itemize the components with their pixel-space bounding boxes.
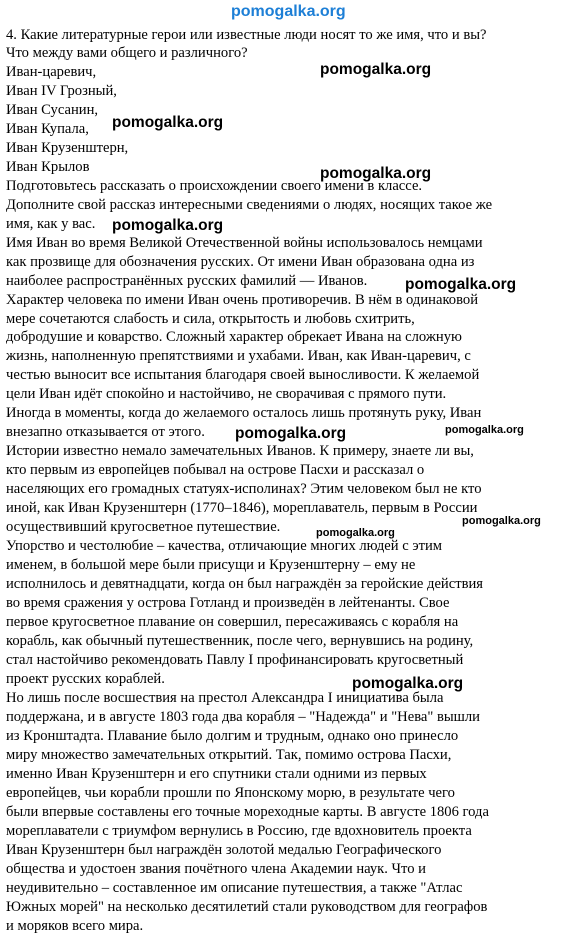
text-line: иной, как Иван Крузенштерн (1770–1846), мореплаватель, первым в России: [6, 500, 478, 516]
text-line: первое кругосветное плавание он совершил, пересаживаясь с корабля на: [6, 614, 459, 630]
text-line: как прозвище для обозначения русских. От имени Иван образована одна из: [6, 254, 475, 270]
name-list-item: Иван Сусанин,: [6, 102, 99, 118]
text-line: Упорство и честолюбие – качества, отличающие многих людей с этим: [6, 538, 443, 554]
text-line: осуществивший кругосветное путешествие.: [6, 519, 281, 535]
name-list-item: Иван-царевич,: [6, 64, 97, 80]
text-line: Дополните свой рассказ интересными сведениями о людях, носящих такое же: [6, 197, 493, 213]
text-line: из Кронштадта. Плавание было долгим и трудным, однако оно принесло: [6, 728, 459, 744]
text-line: поддержана, и в августе 1803 года два корабля – "Надежда" и "Нева" вышли: [6, 709, 480, 725]
text-line: и моряков всего мира.: [6, 918, 144, 934]
text-line: цели Иван идёт спокойно и настойчиво, не сворачивая с прямого пути.: [6, 386, 447, 402]
text-line: Истории известно немало замечательных Иванов. К примеру, знаете ли вы,: [6, 443, 474, 459]
text-line: Имя Иван во время Великой Отечественной войны использовалось немцами: [6, 235, 483, 251]
text-line: мореплаватели с триумфом вернулись в Россию, где вдохновитель проекта: [6, 823, 472, 839]
text-line: корабль, как обычный путешественник, после чего, вернувшись на родину,: [6, 633, 474, 649]
text-line: добродушие и коварство. Сложный характер обрекает Ивана на сложную: [6, 329, 462, 345]
text-line: имя, как у вас.: [6, 216, 96, 232]
text-line: мере сочетаются слабость и сила, открытость и любовь схитрить,: [6, 311, 415, 327]
text-line: Иногда в моменты, когда до желаемого осталось лишь протянуть руку, Иван: [6, 405, 482, 421]
text-line: внезапно отказывается от этого.: [6, 424, 205, 440]
text-line: проект русских кораблей.: [6, 671, 165, 687]
text-line: неудивительно – составленное им описание путешествия, а также "Атлас: [6, 880, 463, 896]
watermark: pomogalka.org: [462, 515, 541, 527]
question-line-1: 4. Какие литературные герои или известные люди носят то же имя, что и вы?: [6, 27, 487, 43]
name-list-item: Иван Крылов: [6, 159, 90, 175]
text-line: были впервые составлены его точные мореходные карты. В августе 1806 года: [6, 804, 489, 820]
name-list-item: Иван Крузенштерн,: [6, 140, 129, 156]
watermark: pomogalka.org: [405, 276, 517, 293]
watermark: pomogalka.org: [320, 165, 432, 182]
text-line: общества и удостоен звания почётного члена Академии наук. Что и: [6, 861, 426, 877]
text-line: жизнь, наполненную препятствиями и ухабами. Иван, как Иван-царевич, с: [6, 348, 471, 364]
watermark: pomogalka.org: [320, 61, 432, 78]
text-line: Иван Крузенштерн был награждён золотой медалью Географического: [6, 842, 442, 858]
watermark: pomogalka.org: [235, 425, 347, 442]
text-line: именем, в большой мере были присущи и Крузенштерну – ему не: [6, 557, 416, 573]
text-line: стал настойчиво рекомендовать Павлу I профинансировать кругосветный: [6, 652, 464, 668]
text-line: кто первым из европейцев побывал на острове Пасхи и рассказал о: [6, 462, 425, 478]
question-line-2: Что между вами общего и различного?: [6, 45, 248, 61]
text-line: во время сражения у острова Готланд и произведён в лейтенанты. Свое: [6, 595, 450, 611]
watermark-top: pomogalka.org: [231, 3, 346, 20]
text-line: честью выносит все испытания благодаря своей выносливости. К желаемой: [6, 367, 480, 383]
text-line: исполнилось и девятнадцати, когда он был награждён за геройские действия: [6, 576, 483, 592]
text-line: Южных морей" на несколько десятилетий стали руководством для географов: [6, 899, 488, 915]
watermark: pomogalka.org: [352, 675, 464, 692]
name-list-item: Иван IV Грозный,: [6, 83, 117, 99]
text-line: именно Иван Крузенштерн и его спутники стали одними из первых: [6, 766, 427, 782]
watermark: pomogalka.org: [112, 217, 224, 234]
watermark: pomogalka.org: [112, 114, 224, 131]
text-line: Характер человека по имени Иван очень противоречив. В нём в одинаковой: [6, 292, 479, 308]
text-line: Но лишь после восшествия на престол Александра I инициатива была: [6, 690, 444, 706]
watermark: pomogalka.org: [316, 527, 395, 539]
text-line: европейцев, чьи корабли прошли по Японскому морю, в результате чего: [6, 785, 455, 801]
text-line: Подготовьтесь рассказать о происхождении своего имени в классе.: [6, 178, 423, 194]
text-line: населяющих его громадных статуях-исполинах? Этим человеком был не кто: [6, 481, 482, 497]
watermark: pomogalka.org: [445, 424, 524, 436]
text-line: миру множество замечательных открытий. Так, помимо острова Пасхи,: [6, 747, 452, 763]
name-list-item: Иван Купала,: [6, 121, 89, 137]
text-line: наиболее распространённых русских фамилий — Иванов.: [6, 273, 368, 289]
